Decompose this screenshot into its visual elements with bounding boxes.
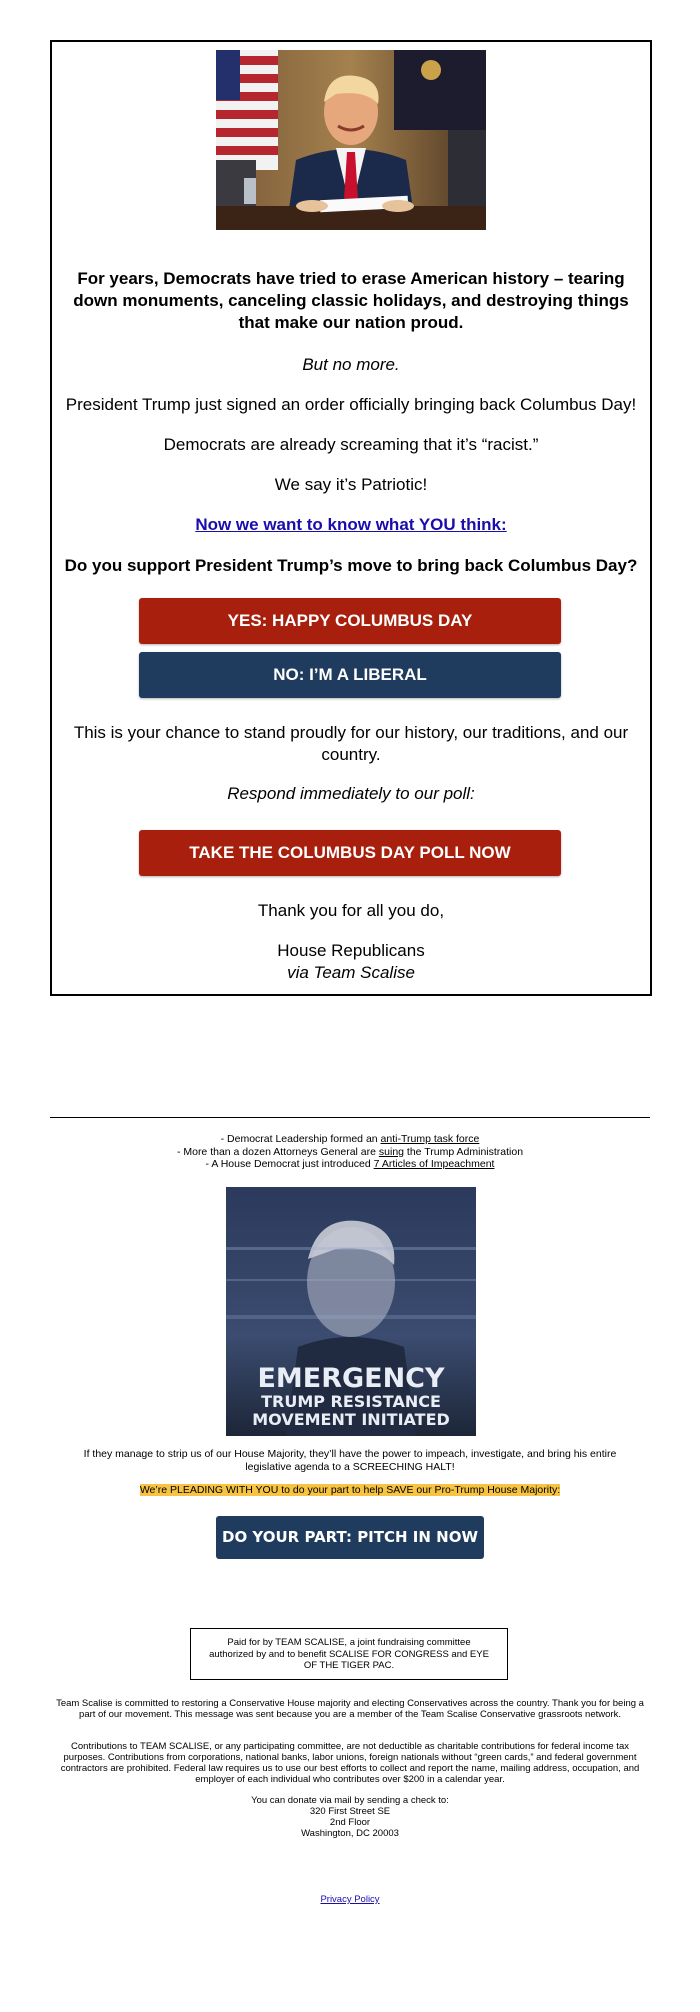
committed-text: Team Scalise is committed to restoring a Conservative House majority and electing Conservatives across the country. Thank you for being a part of our movement. This message was sent because you are a member of the Team Scalise Conservative grassroots network. [56,1698,644,1720]
address-line3: Washington, DC 20003 [301,1828,399,1839]
emergency-line1: EMERGENCY [257,1363,445,1394]
yes-button[interactable]: YES: HAPPY COLUMBUS DAY [139,598,561,644]
privacy-line [50,1894,650,1905]
donate-intro: You can donate via mail by sending a check to: [251,1795,449,1806]
thanks-text: Thank you for all you do, [257,901,445,920]
privacy-policy-link[interactable]: Privacy Policy [320,1894,380,1905]
pleading-text: We’re PLEADING WITH YOU to do your part to help SAVE our Pro-Trump House Majority: [139,1484,561,1496]
pitch-in-button[interactable]: DO YOUR PART: PITCH IN NOW [216,1516,484,1559]
via-text: via Team Scalise [287,963,415,982]
no-button[interactable]: NO: I’M A LIBERAL [139,652,561,698]
chance-text: This is your chance to stand proudly for our history, our traditions, and our country. [73,723,629,764]
paid-for-box: Paid for by TEAM SCALISE, a joint fundraising committee authorized by and to benefit SCALISE FOR CONGRESS and EYE OF THE TIGER PAC. [190,1628,508,1680]
majority-text: If they manage to strip us of our House Majority, they’ll have the power to impeach, investigate, and bring his entire legislative agenda to a SCREECHING HALT! [83,1448,617,1473]
address-line1: 320 First Street SE [309,1806,391,1817]
poll-question: Do you support President Trump’s move to bring back Columbus Day? [64,556,638,575]
contributions-text: Contributions to TEAM SCALISE, or any participating committee, are not deductible as charitable contributions for federal income tax purposes. Contributions from corporations, national banks, labor unions, foreign nationals without “green cards,” and federal government contractors are prohibited. Federal law requires us to use our best efforts to collect and report the name, mailing address, occupation, and employer of each individual who contributes over $200 in a calendar year. [60,1741,640,1785]
but-no-more-text: But no more. [302,355,400,374]
order-signed-text: President Trump just signed an order officially bringing back Columbus Day! [65,395,637,414]
poll-link[interactable]: Now we want to know what YOU think: [195,515,507,534]
bullet-item: - More than a dozen Attorneys General are suing the Trump Administration [176,1145,524,1158]
signature-text: House Republicans [277,941,425,960]
democrats-screaming-text: Democrats are already screaming that it’s “racist.” [163,435,539,454]
divider [50,1117,650,1118]
poll-link-line [62,514,640,536]
bullet-list [0,1133,700,1171]
impeachment-link[interactable]: 7 Articles of Impeachment [373,1158,495,1170]
task-force-link[interactable]: anti-Trump task force [380,1133,480,1145]
emergency-image[interactable] [226,1187,476,1436]
email-content-box [50,40,652,996]
respond-text: Respond immediately to our poll: [227,784,475,803]
bullet-item: - Democrat Leadership formed an anti-Trump task force [220,1133,480,1145]
address-line2: 2nd Floor [329,1817,371,1828]
emergency-line2: TRUMP RESISTANCE [261,1392,441,1411]
headline: For years, Democrats have tried to erase American history – tearing down monuments, canceling classic holidays, and destroying things that make our nation proud. [73,269,629,332]
patriotic-text: We say it’s Patriotic! [274,475,428,494]
emergency-line3: MOVEMENT INITIATED [252,1410,450,1429]
pleading-line [70,1484,630,1497]
bullet-item: - A House Democrat just introduced 7 Articles of Impeachment [205,1158,495,1170]
trump-photo [216,50,486,230]
take-poll-button[interactable]: TAKE THE COLUMBUS DAY POLL NOW [139,830,561,876]
suing-link[interactable]: suing [378,1145,404,1158]
